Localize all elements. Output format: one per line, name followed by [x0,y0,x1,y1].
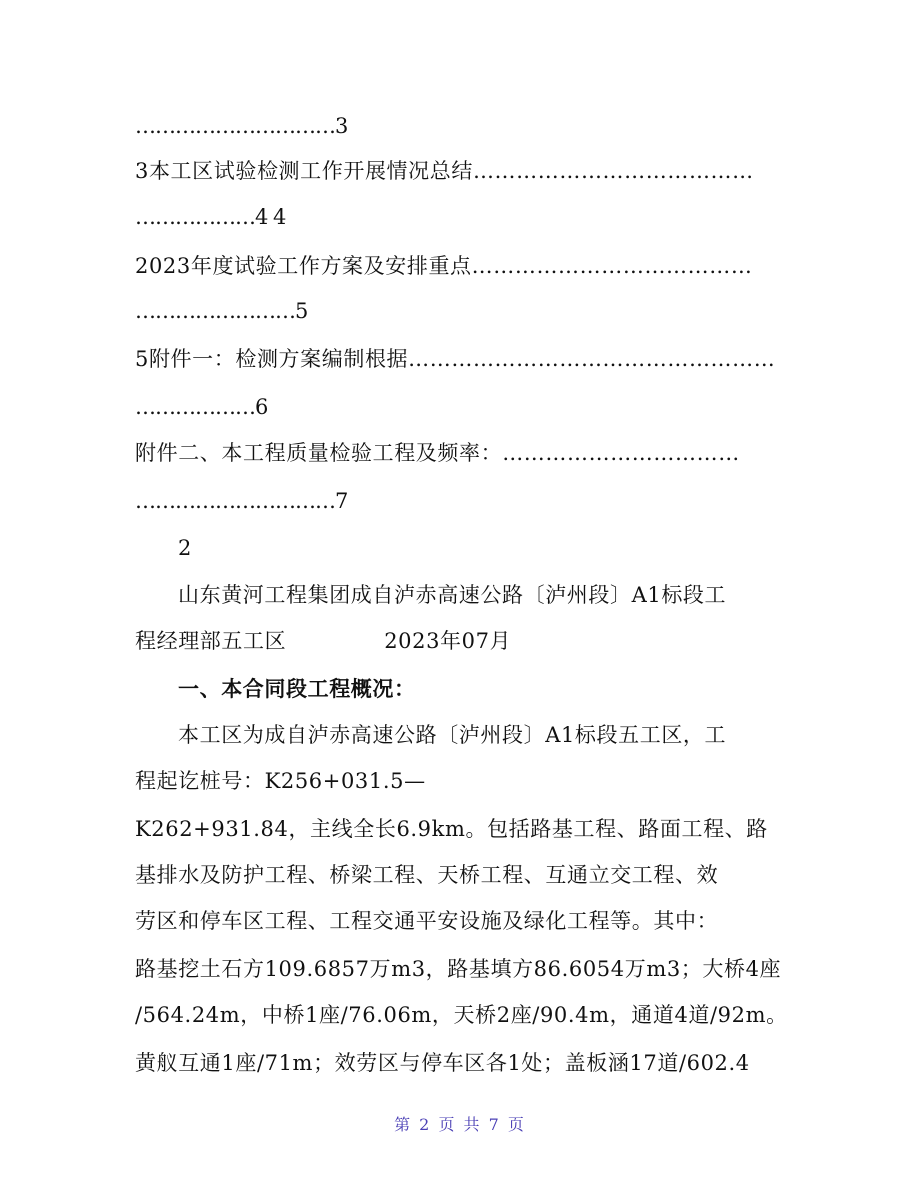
toc-entry-text: …………………………3 [135,114,348,138]
toc-entry-text: ………………4 4 [135,205,286,229]
page-marker: 2 [178,536,192,560]
body-line: /564.24m，中桥1座/76.06m，天桥2座/90.4m，通道4道/92m。 [135,1003,788,1027]
toc-entry-text: 附件二、本工程质量检验工程及频率：…………………………… [135,441,740,465]
page-footer: 第 2 页 共 7 页 [394,1115,526,1134]
section-heading: 一、本合同段工程概况： [178,676,416,701]
body-line: 黄舣互通1座/71m；效劳区与停车区各1处；盖板涵17道/602.4 [135,1051,750,1075]
toc-line [135,157,754,185]
body-line: K262+931.84，主线全长6.9km。包括路基工程、路面工程、路 [135,817,768,841]
toc-entry-text: ………………6 [135,395,268,419]
body-line: 路基挖土石方109.6857万m3，路基填方86.6054万m3；大桥4座 [135,957,782,981]
toc-line [135,487,347,515]
toc-line [135,252,752,280]
toc-entry-text: 5附件一：检测方案编制根据…………………………………………… [135,347,776,371]
toc-line [135,112,347,140]
body-line: 基排水及防护工程、桥梁工程、天桥工程、互通立交工程、效 [135,863,719,887]
org-line-2 [135,627,511,655]
toc-entry-text: 3本工区试验检测工作开展情况总结………………………………… [135,159,754,183]
toc-entry-text: 2023年度试验工作方案及安排重点………………………………… [135,254,753,278]
toc-line [135,203,285,231]
body-line: 程起讫桩号：K256+031.5— [135,769,426,793]
toc-line [135,297,307,325]
body-line: 劳区和停车区工程、工程交通平安设施及绿化工程等。其中： [135,909,719,933]
toc-line [135,345,775,373]
toc-entry-text: ……………………5 [135,299,308,323]
toc-line [135,393,267,421]
org-name: 程经理部五工区 [135,629,287,653]
org-date: 2023年07月 [384,629,512,653]
body-line: 本工区为成自泸赤高速公路〔泸州段〕A1标段五工区，工 [178,723,727,747]
toc-entry-text: …………………………7 [135,489,348,513]
toc-line [135,439,740,467]
org-line-1: 山东黄河工程集团成自泸赤高速公路〔泸州段〕A1标段工 [178,583,727,607]
